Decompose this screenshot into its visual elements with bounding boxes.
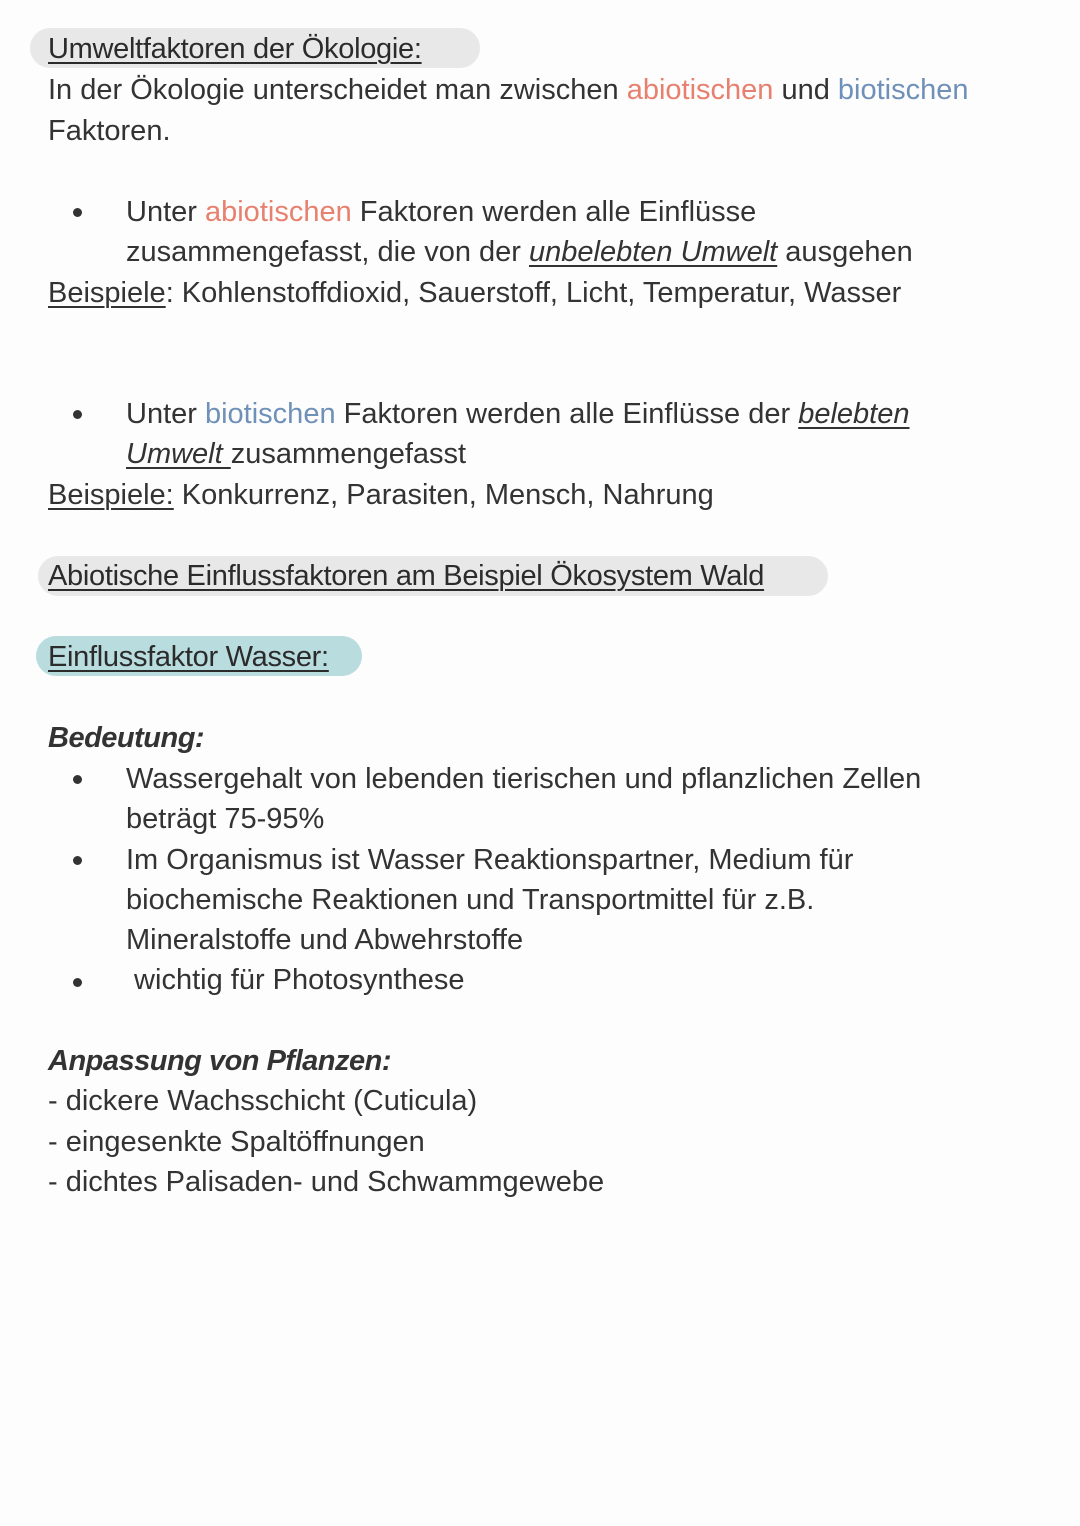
biotic-pre: Unter: [126, 398, 205, 430]
abiotic-line2-pre: zusammengefasst, die von der: [126, 236, 529, 268]
biotic-belebten: belebten: [798, 398, 910, 430]
intro-line2: Faktoren.: [48, 115, 171, 147]
abiotic-pre: Unter: [126, 196, 205, 228]
biotic-word: biotischen: [204, 398, 336, 430]
abiotic-line2-post: ausgehen: [777, 236, 913, 268]
biotic-examples-label: Beispiele:: [48, 479, 174, 511]
biotic-examples: [48, 475, 714, 515]
bedeutung-item1-line1: Wassergehalt von lebenden tierischen und pflanzlichen Zellen: [126, 763, 922, 795]
bullet-bedeutung-3: [73, 978, 82, 987]
biotic-line2-post: zusammengefasst: [230, 438, 467, 470]
abiotic-examples: [48, 273, 901, 313]
biotic-line1: [126, 394, 910, 434]
intro-and: und: [773, 74, 838, 106]
anpassung-item-2: - eingesenkte Spaltöffnungen: [48, 1126, 425, 1158]
bedeutung-item2-line3: Mineralstoffe und Abwehrstoffe: [126, 924, 524, 956]
intro-line1: [48, 70, 969, 110]
bedeutung-item1-line2: beträgt 75-95%: [126, 803, 325, 835]
bedeutung-item3: wichtig für Photosynthese: [126, 964, 465, 996]
abiotic-unbelebte-umwelt: unbelebten Umwelt: [528, 236, 778, 268]
bedeutung-item2-line2: biochemische Reaktionen und Transportmittel für z.B.: [126, 884, 815, 916]
anpassung-item-1: - dickere Wachsschicht (Cuticula): [48, 1085, 478, 1117]
abiotic-line1: [126, 192, 756, 232]
anpassung-item-3: - dichtes Palisaden- und Schwammgewebe: [48, 1166, 605, 1198]
bedeutung-item2-line1: Im Organismus ist Wasser Reaktionspartner, Medium für: [126, 844, 854, 876]
anpassung-title: Anpassung von Pflanzen:: [48, 1045, 391, 1077]
abiotic-post: Faktoren werden alle Einflüsse: [351, 196, 757, 228]
bullet-bedeutung-2: [73, 856, 82, 865]
abiotic-examples-label: Beispiele: [48, 277, 166, 309]
abiotic-line2: [126, 232, 913, 272]
biotic-line2: [126, 434, 466, 474]
heading-einflussfaktor-wasser: Einflussfaktor Wasser:: [48, 641, 329, 673]
abiotic-word: abiotischen: [204, 196, 352, 228]
biotic-post: Faktoren werden alle Einflüsse der: [335, 398, 799, 430]
biotic-umwelt: Umwelt: [126, 438, 231, 470]
bedeutung-title: Bedeutung:: [48, 722, 205, 754]
heading-abiotische-einflussfaktoren: Abiotische Einflussfaktoren am Beispiel Ökosystem Wald: [48, 560, 765, 592]
bullet-biotic: [73, 410, 82, 419]
intro-abiotic: abiotischen: [626, 74, 774, 106]
heading-umweltfaktoren: Umweltfaktoren der Ökologie:: [48, 33, 422, 65]
biotic-examples-text: Konkurrenz, Parasiten, Mensch, Nahrung: [173, 479, 714, 511]
abiotic-examples-text: : Kohlenstoffdioxid, Sauerstoff, Licht, Temperatur, Wasser: [165, 277, 902, 309]
intro-biotic: biotischen: [837, 74, 969, 106]
bullet-bedeutung-1: [73, 775, 82, 784]
bullet-abiotic: [73, 208, 82, 217]
intro-text: In der Ökologie unterscheidet man zwischen: [48, 74, 627, 106]
